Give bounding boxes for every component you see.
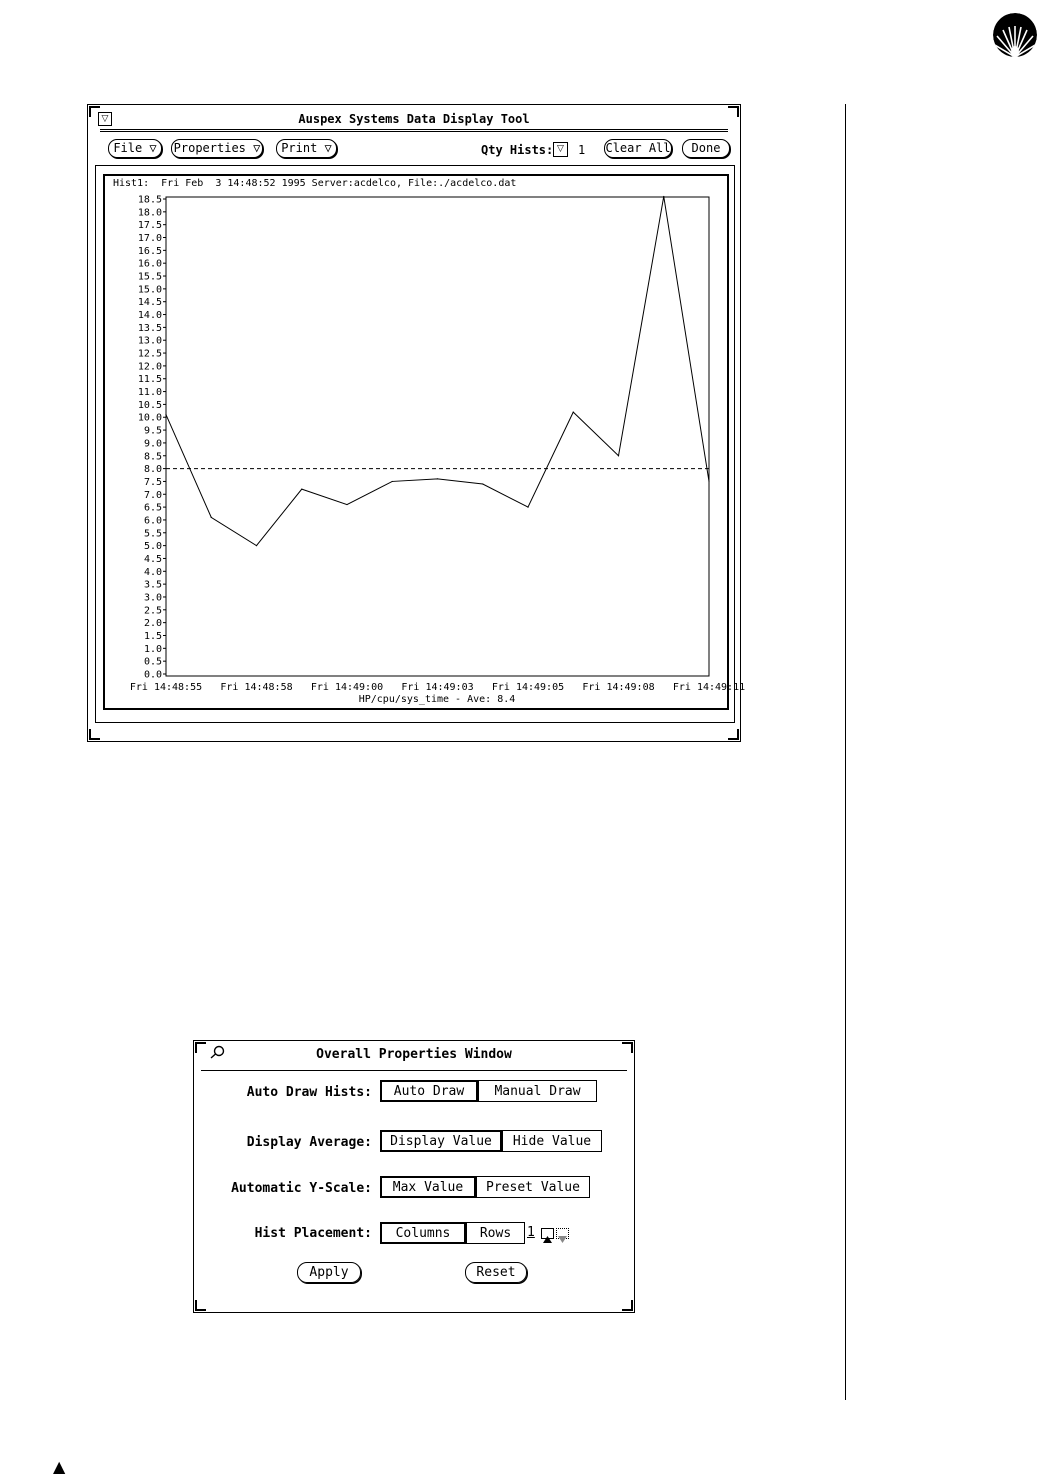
data-point bbox=[346, 504, 347, 505]
file-menu-button[interactable]: File ▽ bbox=[108, 139, 162, 158]
y-tick-label: 16.0 bbox=[137, 258, 162, 270]
x-tick-label: Fri 14:48:58 bbox=[220, 682, 293, 693]
columns-option[interactable]: Columns bbox=[380, 1222, 466, 1244]
y-tick-label: 1.5 bbox=[143, 630, 162, 642]
data-point bbox=[165, 414, 166, 415]
properties-window-title: Overall Properties Window bbox=[316, 1047, 512, 1062]
y-tick-label: 2.0 bbox=[143, 618, 162, 630]
print-menu-button[interactable]: Print ▽ bbox=[276, 139, 337, 158]
y-tick-label: 10.0 bbox=[137, 412, 162, 424]
y-tick-label: 16.5 bbox=[137, 245, 162, 257]
y-tick-label: 15.5 bbox=[137, 271, 162, 283]
increment-arrow-icon[interactable] bbox=[541, 1228, 554, 1239]
display-value-option[interactable]: Display Value bbox=[380, 1130, 502, 1152]
done-button[interactable]: Done bbox=[682, 139, 730, 158]
display-average-label: Display Average: bbox=[246, 1135, 372, 1150]
series-line bbox=[166, 196, 709, 545]
y-tick-label: 8.0 bbox=[143, 464, 162, 476]
resize-corner-bottom-right[interactable] bbox=[728, 729, 739, 740]
y-tick-label: 4.0 bbox=[143, 566, 162, 578]
hist-panel bbox=[103, 174, 746, 710]
auto-draw-hists-label: Auto Draw Hists: bbox=[246, 1085, 372, 1100]
data-point bbox=[708, 481, 709, 482]
page-marker-icon: ▲ bbox=[53, 1457, 66, 1476]
y-tick-label: 6.5 bbox=[143, 502, 162, 514]
overall-properties-window bbox=[193, 1040, 635, 1313]
auto-draw-option[interactable]: Auto Draw bbox=[380, 1080, 478, 1102]
data-point bbox=[437, 478, 438, 479]
hide-value-option[interactable]: Hide Value bbox=[502, 1130, 602, 1152]
y-tick-label: 12.5 bbox=[137, 348, 162, 360]
x-axis-label: HP/cpu/sys_time - Ave: 8.4 bbox=[358, 694, 516, 705]
y-tick-label: 11.0 bbox=[137, 387, 162, 399]
resize-corner-bottom-left[interactable] bbox=[195, 1300, 206, 1311]
y-tick-label: 3.0 bbox=[143, 592, 162, 604]
window-menu-icon[interactable]: ▽ bbox=[98, 112, 112, 126]
reset-button[interactable]: Reset bbox=[465, 1262, 527, 1283]
rows-option[interactable]: Rows bbox=[466, 1222, 525, 1244]
data-point bbox=[301, 489, 302, 490]
hist-canvas bbox=[95, 165, 746, 723]
resize-corner-bottom-right[interactable] bbox=[622, 1300, 633, 1311]
data-point bbox=[663, 196, 664, 197]
y-tick-label: 17.5 bbox=[137, 220, 162, 232]
y-tick-label: 8.5 bbox=[143, 451, 162, 463]
y-tick-label: 18.0 bbox=[137, 207, 162, 219]
y-tick-label: 13.0 bbox=[137, 335, 162, 347]
x-tick-label: Fri 14:49:11 bbox=[672, 682, 746, 693]
data-point bbox=[392, 481, 393, 482]
y-tick-label: 11.5 bbox=[137, 374, 162, 386]
manual-draw-option[interactable]: Manual Draw bbox=[478, 1080, 597, 1102]
data-point bbox=[573, 412, 574, 413]
automatic-y-scale-label: Automatic Y-Scale: bbox=[231, 1181, 372, 1196]
y-tick-label: 17.0 bbox=[137, 233, 162, 245]
data-point bbox=[482, 483, 483, 484]
data-point bbox=[618, 455, 619, 456]
decrement-arrow-icon[interactable] bbox=[556, 1228, 569, 1239]
y-tick-label: 14.0 bbox=[137, 310, 162, 322]
y-tick-label: 18.5 bbox=[137, 194, 162, 206]
clear-all-button[interactable]: Clear All bbox=[604, 139, 672, 158]
window-title: Auspex Systems Data Display Tool bbox=[298, 112, 530, 126]
resize-corner-top-right[interactable] bbox=[728, 106, 739, 117]
y-tick-label: 5.0 bbox=[143, 541, 162, 553]
title-bar[interactable] bbox=[100, 111, 728, 132]
y-tick-label: 6.0 bbox=[143, 515, 162, 527]
plot-area bbox=[166, 197, 709, 676]
data-point bbox=[256, 545, 257, 546]
y-tick-label: 2.5 bbox=[143, 605, 162, 617]
preset-value-option[interactable]: Preset Value bbox=[476, 1176, 590, 1198]
x-tick-label: Fri 14:49:08 bbox=[582, 682, 655, 693]
y-tick-label: 14.5 bbox=[137, 297, 162, 309]
hist-header: Hist1: Fri Feb 3 14:48:52 1995 Server:acdelco, File:./acdelco.dat bbox=[113, 178, 517, 189]
company-logo-icon bbox=[992, 12, 1038, 58]
x-tick-label: Fri 14:49:03 bbox=[401, 682, 474, 693]
y-tick-label: 5.5 bbox=[143, 528, 162, 540]
data-point bbox=[211, 517, 212, 518]
page-margin-rule bbox=[845, 104, 846, 1400]
apply-button[interactable]: Apply bbox=[297, 1262, 361, 1283]
y-tick-label: 10.5 bbox=[137, 399, 162, 411]
y-tick-label: 13.5 bbox=[137, 322, 162, 334]
qty-hists-value: 1 bbox=[578, 143, 586, 157]
y-tick-label: 12.0 bbox=[137, 361, 162, 373]
placement-count-field[interactable]: 1 bbox=[527, 1225, 535, 1240]
title-divider bbox=[201, 1070, 627, 1071]
line-chart bbox=[105, 176, 746, 708]
y-tick-label: 0.5 bbox=[143, 656, 162, 668]
qty-hists-menu-icon[interactable]: ▽ bbox=[553, 142, 568, 157]
x-tick-label: Fri 14:49:05 bbox=[491, 682, 565, 693]
y-tick-label: 0.0 bbox=[143, 669, 162, 681]
y-tick-label: 15.0 bbox=[137, 284, 162, 296]
properties-menu-button[interactable]: Properties ▽ bbox=[171, 139, 263, 158]
y-tick-label: 1.0 bbox=[143, 643, 162, 655]
resize-corner-bottom-left[interactable] bbox=[89, 729, 100, 740]
hist-placement-label: Hist Placement: bbox=[254, 1226, 372, 1241]
x-tick-label: Fri 14:48:55 bbox=[129, 682, 203, 693]
data-point bbox=[527, 507, 528, 508]
y-tick-label: 7.0 bbox=[143, 489, 162, 501]
x-tick-label: Fri 14:49:00 bbox=[310, 682, 384, 693]
y-tick-label: 7.5 bbox=[143, 476, 162, 488]
y-tick-label: 3.5 bbox=[143, 579, 162, 591]
data-display-window bbox=[87, 104, 746, 742]
y-tick-label: 4.5 bbox=[143, 553, 162, 565]
y-tick-label: 9.0 bbox=[143, 438, 162, 450]
max-value-option[interactable]: Max Value bbox=[380, 1176, 476, 1198]
qty-hists-label: Qty Hists: bbox=[481, 143, 554, 157]
y-tick-label: 9.5 bbox=[143, 425, 162, 437]
